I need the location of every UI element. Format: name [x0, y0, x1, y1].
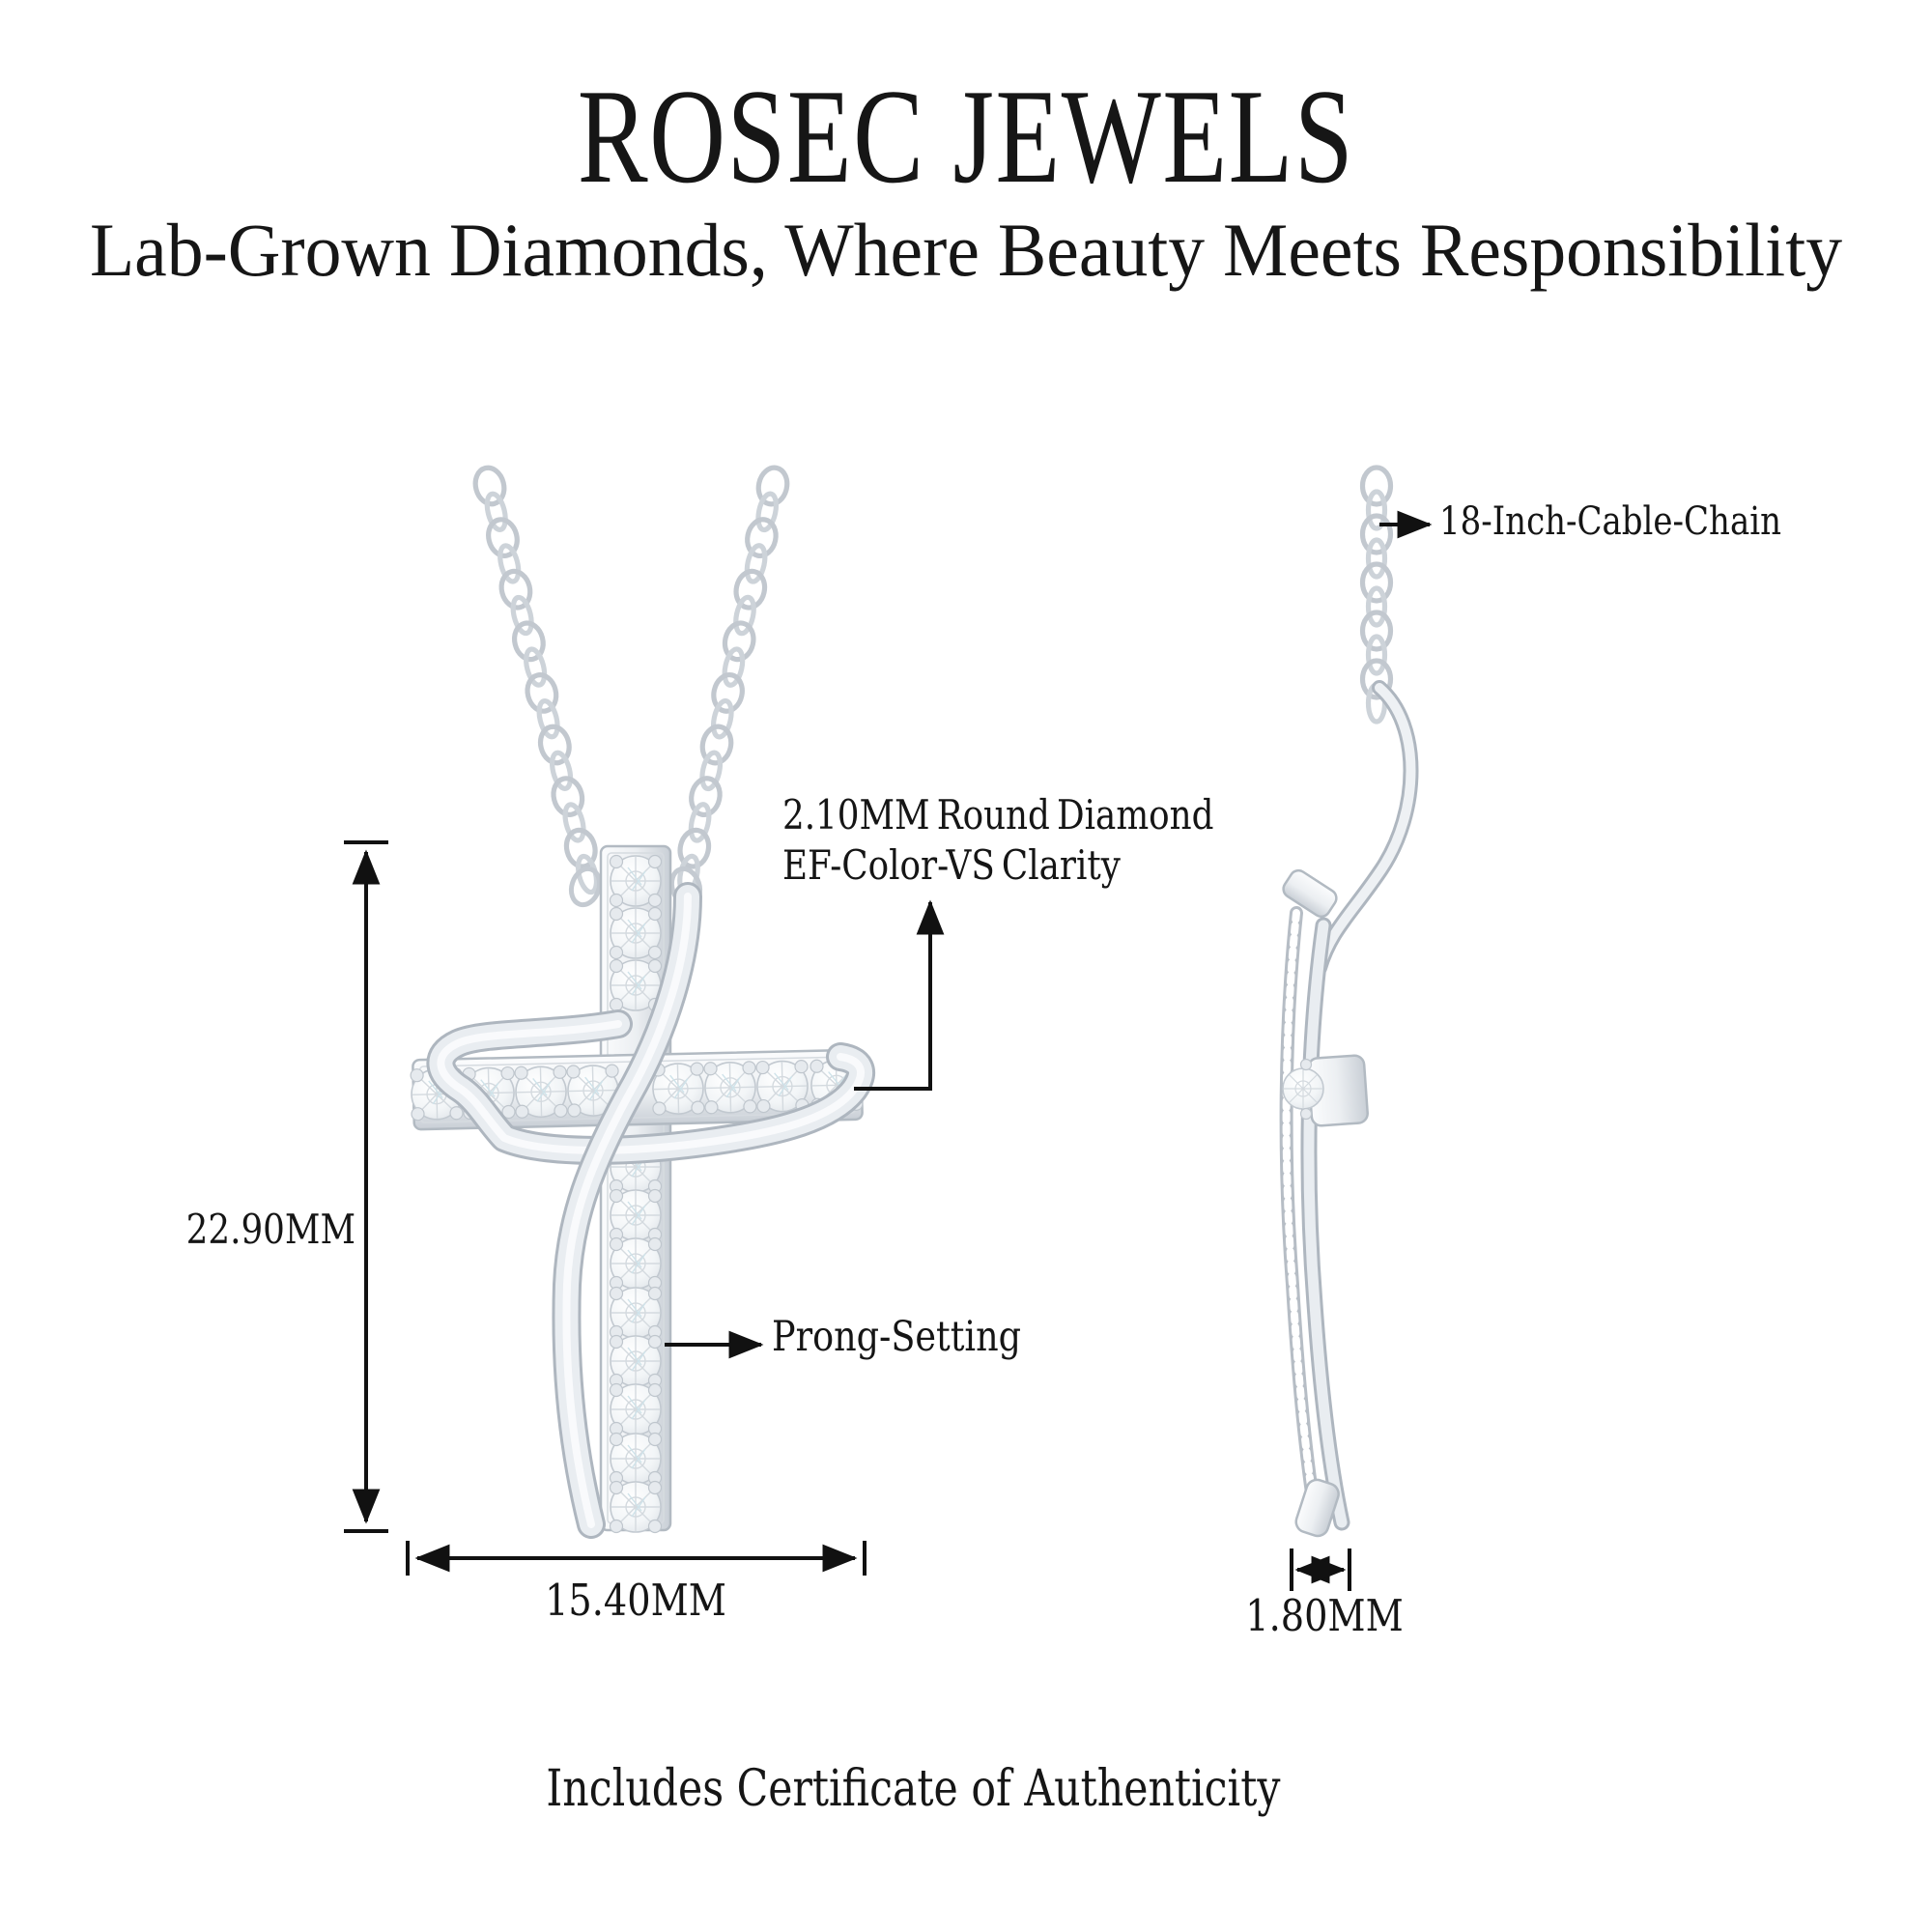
brand-tagline: Lab-Grown Diamonds, Where Beauty Meets Responsibility: [89, 208, 1843, 292]
certificate-note: [0, 1760, 1826, 1818]
side-view-pendant: [1280, 688, 1410, 1539]
thickness-dimension-label: 1.80MM: [1245, 1590, 1404, 1641]
cable-chain-front-right: [677, 465, 791, 894]
chain-annotation-label: 18-Inch-Cable-Chain: [1439, 499, 1781, 544]
height-dimension-arrow: [344, 842, 388, 1531]
diamond-annotation-line2: EF-Color-VS Clarity: [782, 841, 1121, 890]
width-dimension-label: 15.40MM: [545, 1575, 726, 1626]
cable-chain-front-left: [471, 465, 600, 894]
certificate-note-text: Includes Certificate of Authenticity: [545, 1760, 1281, 1818]
thickness-dimension-arrow: [1292, 1548, 1350, 1591]
cross-pendant-front: [411, 846, 864, 1533]
prong-annotation-label: Prong-Setting: [772, 1313, 1022, 1361]
height-dimension-label: 22.90MM: [185, 1206, 355, 1253]
width-dimension-arrow: [408, 1541, 865, 1576]
brand-title: ROSEC JEWELS: [577, 62, 1355, 212]
diamond-annotation-label: [782, 790, 1214, 891]
side-prong-setting: [1283, 1055, 1368, 1126]
cross-vertical-stones: [611, 856, 662, 1533]
diamond-annotation-line1: 2.10MM Round Diamond: [782, 791, 1214, 838]
